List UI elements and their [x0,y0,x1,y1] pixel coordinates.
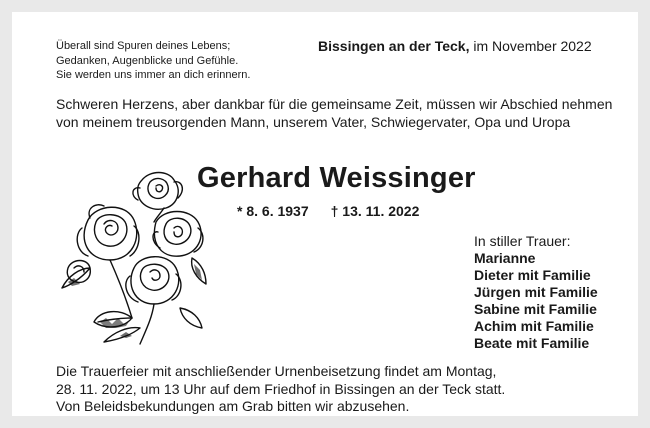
poem-line: Sie werden uns immer an dich erinnern. [56,69,251,81]
mourner: Jürgen mit Familie [474,284,598,300]
intro-text: Schweren Herzens, aber dankbar für die gemeinsame Zeit, müssen wir Abschied nehmen von meinem treusorgenden Mann, unserem Vater, Schwiegervater, Opa und Uropa [56,96,613,130]
birth-date: * 8. 6. 1937 [237,203,309,219]
closing-line: Die Trauerfeier mit anschließender Urnenbeisetzung findet am Montag, [56,363,497,379]
closing-line: Von Beleidsbekundungen am Grab bitten wir abzusehen. [56,398,410,414]
rose-bloom [126,257,181,304]
poem-line: Überall sind Spuren deines Lebens; [56,40,231,52]
obituary-notice [12,12,638,416]
poem-line: Gedanken, Augenblicke und Gefühle. [56,54,239,67]
mourner: Beate mit Familie [474,335,590,351]
closing-text [56,363,626,416]
rose-bloom [77,205,139,260]
place: Bissingen an der Teck, [318,38,470,54]
rose-bloom [133,173,182,210]
death-date: † 13. 11. 2022 [330,203,420,219]
mourners-list [474,233,598,352]
life-dates [237,203,419,219]
mourning-heading: In stiller Trauer: [474,233,571,249]
mourner: Sabine mit Familie [474,301,597,317]
closing-line: 28. 11. 2022, um 13 Uhr auf dem Friedhof in Bissingen an der Teck statt. [56,380,506,397]
date-line: im November 2022 [469,38,592,54]
rose-illustration [60,168,210,346]
mourner: Dieter mit Familie [474,267,591,283]
poem [56,39,250,83]
place-date [318,38,592,54]
mourner: Marianne [474,250,536,266]
rose-bloom [153,212,203,257]
mourner: Achim mit Familie [474,318,594,334]
deceased-name: Gerhard Weissinger [197,162,476,194]
